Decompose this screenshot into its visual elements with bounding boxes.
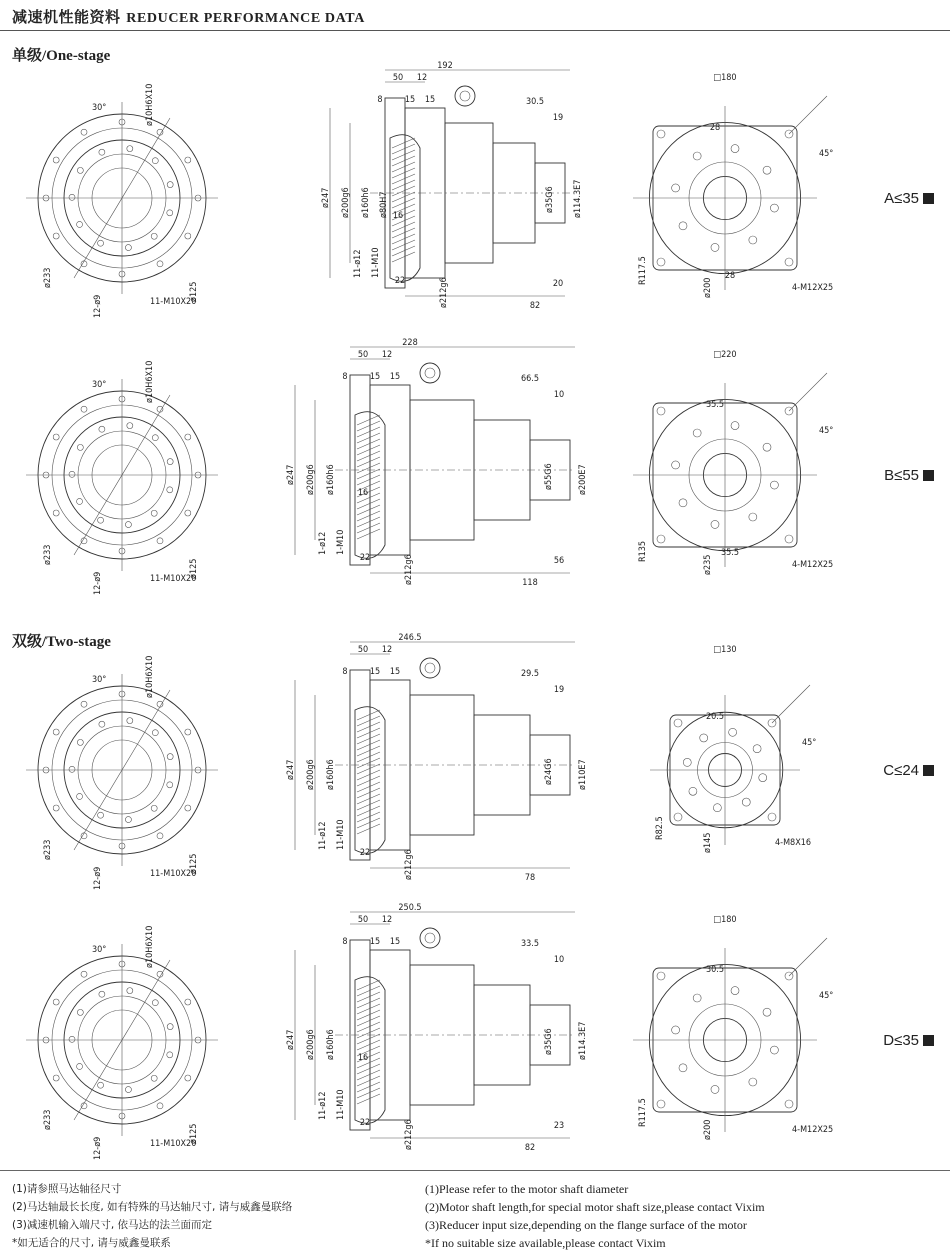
angle-label: 30° bbox=[92, 380, 107, 390]
reducer-drawing bbox=[0, 633, 870, 890]
note-en: (1)Please refer to the motor shaft diameter bbox=[425, 1182, 629, 1196]
dim-n: ø212g6 bbox=[439, 277, 449, 308]
end-radius-label: R135 bbox=[638, 540, 648, 562]
dim-l: 11-ø12 bbox=[353, 249, 363, 278]
dim-k: 16 bbox=[392, 211, 404, 221]
side-view bbox=[286, 338, 588, 588]
end-square-label: □130 bbox=[713, 645, 737, 655]
end-view bbox=[633, 915, 833, 1140]
notes-en bbox=[425, 1180, 765, 1252]
dim-f: 30.5 bbox=[525, 97, 545, 107]
square-marker-icon bbox=[923, 765, 934, 776]
dim-k: 16 bbox=[357, 488, 369, 498]
model-code bbox=[883, 1032, 934, 1049]
dim-q: ø160h6 bbox=[326, 464, 336, 495]
dim-total: 246.5 bbox=[398, 633, 422, 643]
dim-h: 78 bbox=[524, 873, 536, 883]
dim-m: 1-M10 bbox=[336, 529, 346, 555]
dim-a: 50 bbox=[392, 73, 404, 83]
small-diameter-label: ø125 bbox=[189, 1123, 199, 1144]
note-en: (3)Reducer input size,depending on the flange surface of the motor bbox=[425, 1218, 747, 1232]
end-dim-a: 30.5 bbox=[705, 965, 725, 975]
end-radius-label: R82.5 bbox=[655, 816, 665, 840]
flange-view bbox=[26, 656, 218, 890]
small-diameter-label: ø125 bbox=[189, 281, 199, 302]
dim-a: 50 bbox=[357, 645, 369, 655]
dim-q: ø160h6 bbox=[326, 759, 336, 790]
dim-g: 10 bbox=[553, 390, 565, 400]
header-divider bbox=[0, 30, 950, 31]
dim-i: 56 bbox=[553, 556, 565, 566]
angle-label: 30° bbox=[92, 945, 107, 955]
end-angle-label: 45° bbox=[802, 738, 817, 748]
note-cn: *如无适合的尺寸, 请与威鑫曼联系 bbox=[12, 1237, 171, 1249]
shaft-key-label: ø10H6X10 bbox=[145, 83, 155, 126]
dim-g: 19 bbox=[553, 685, 565, 695]
square-marker-icon bbox=[923, 193, 934, 204]
notes-cn bbox=[12, 1180, 292, 1252]
dim-s: ø35G6 bbox=[545, 186, 555, 213]
small-diameter-label: ø125 bbox=[189, 558, 199, 579]
hole-count-label: 12-ø9 bbox=[93, 571, 103, 595]
dim-h: 118 bbox=[522, 578, 538, 588]
dim-e: 15 bbox=[389, 372, 401, 382]
angle-label: 30° bbox=[92, 675, 107, 685]
dim-j: 22 bbox=[359, 848, 371, 858]
note-cn: (3)减速机输入端尺寸, 依马达的法兰面而定 bbox=[12, 1219, 213, 1231]
end-radius-label: R117.5 bbox=[638, 256, 648, 285]
reducer-row bbox=[0, 338, 950, 595]
dim-m: 11-M10 bbox=[371, 247, 381, 278]
reducer-drawing bbox=[0, 338, 870, 595]
dim-s: ø24G6 bbox=[544, 758, 554, 785]
dim-a: 50 bbox=[357, 350, 369, 360]
model-code bbox=[884, 190, 934, 207]
model-code-text: A≤35 bbox=[884, 190, 919, 207]
dim-m: 11-M10 bbox=[336, 819, 346, 850]
reducer-drawing bbox=[0, 903, 870, 1160]
shaft-key-label: ø10H6X10 bbox=[145, 655, 155, 698]
model-code-text: B≤55 bbox=[884, 467, 919, 484]
dim-o: ø247 bbox=[321, 187, 331, 208]
dim-d: 15 bbox=[369, 372, 381, 382]
end-angle-label: 45° bbox=[819, 991, 834, 1001]
dim-t: ø114.3E7 bbox=[578, 1021, 588, 1060]
dim-j: 22 bbox=[359, 553, 371, 563]
dim-b: 12 bbox=[381, 350, 393, 360]
dim-j: 22 bbox=[359, 1118, 371, 1128]
flange-view bbox=[26, 926, 218, 1160]
dim-g: 19 bbox=[552, 113, 564, 123]
dim-e: 15 bbox=[424, 95, 436, 105]
dim-h: 82 bbox=[524, 1143, 536, 1153]
dim-p: ø200g6 bbox=[306, 1029, 316, 1060]
side-view bbox=[286, 633, 588, 883]
end-holes-label: 4-M12X25 bbox=[792, 1125, 834, 1135]
section-label-two-stage: 双级/Two-stage bbox=[12, 634, 111, 650]
dim-e: 15 bbox=[389, 937, 401, 947]
end-dim-b: 35.5 bbox=[720, 548, 740, 558]
hole-count-label: 12-ø9 bbox=[93, 1136, 103, 1160]
reducer-row bbox=[0, 633, 950, 890]
outer-diameter-label: ø233 bbox=[43, 267, 53, 288]
section-label-one-stage: 单级/One-stage bbox=[12, 48, 111, 64]
end-holes-label: 4-M8X16 bbox=[775, 838, 812, 848]
dim-b: 12 bbox=[416, 73, 428, 83]
bolt-spec-label: 11-M10X20 bbox=[150, 1139, 197, 1149]
dim-s: ø55G6 bbox=[544, 463, 554, 490]
dim-c: 8 bbox=[342, 937, 348, 947]
dim-c: 8 bbox=[342, 667, 348, 677]
end-diameter-label: ø200 bbox=[703, 1119, 713, 1140]
end-dim-a: 20.5 bbox=[705, 712, 725, 722]
end-angle-label: 45° bbox=[819, 149, 834, 159]
dim-t: ø114.3E7 bbox=[573, 179, 583, 218]
end-diameter-label: ø235 bbox=[703, 554, 713, 575]
dim-a: 50 bbox=[357, 915, 369, 925]
note-en: (2)Motor shaft length,for special motor shaft size,please contact Vixim bbox=[425, 1200, 765, 1214]
header-title-en: REDUCER PERFORMANCE DATA bbox=[126, 11, 365, 26]
reducer-row bbox=[0, 61, 950, 318]
dim-n: ø212g6 bbox=[404, 849, 414, 880]
dim-f: 29.5 bbox=[520, 669, 540, 679]
dim-r: ø80H7 bbox=[379, 191, 389, 218]
header-title-cn: 减速机性能资料 bbox=[12, 8, 121, 26]
end-diameter-label: ø200 bbox=[703, 277, 713, 298]
model-code-text: C≤24 bbox=[883, 762, 919, 779]
dim-i: 23 bbox=[553, 1121, 565, 1131]
dim-b: 12 bbox=[381, 915, 393, 925]
shaft-key-label: ø10H6X10 bbox=[145, 360, 155, 403]
flange-view bbox=[26, 361, 218, 595]
bolt-spec-label: 11-M10X20 bbox=[150, 869, 197, 879]
outer-diameter-label: ø233 bbox=[43, 1109, 53, 1130]
dim-i: 20 bbox=[552, 279, 564, 289]
model-code bbox=[884, 467, 934, 484]
dim-o: ø247 bbox=[286, 1029, 296, 1050]
dim-p: ø200g6 bbox=[306, 464, 316, 495]
page-header bbox=[12, 6, 365, 27]
dim-m: 11-M10 bbox=[336, 1089, 346, 1120]
dim-q: ø160h6 bbox=[361, 187, 371, 218]
model-code bbox=[883, 762, 934, 779]
note-en: *If no suitable size available,please contact Vixim bbox=[425, 1236, 666, 1250]
dim-o: ø247 bbox=[286, 759, 296, 780]
end-square-label: □220 bbox=[713, 350, 737, 360]
end-angle-label: 45° bbox=[819, 426, 834, 436]
end-view bbox=[633, 73, 833, 298]
dim-total: 228 bbox=[402, 338, 418, 348]
note-cn: (2)马达轴最长长度, 如有特殊的马达轴尺寸, 请与威鑫曼联络 bbox=[12, 1201, 293, 1213]
dim-t: ø200E7 bbox=[578, 464, 588, 495]
end-view bbox=[650, 645, 816, 853]
square-marker-icon bbox=[923, 1035, 934, 1046]
dim-l: 11-ø12 bbox=[318, 821, 328, 850]
end-dim-b: 28 bbox=[724, 271, 736, 281]
dim-o: ø247 bbox=[286, 464, 296, 485]
end-diameter-label: ø145 bbox=[703, 832, 713, 853]
dim-l: 1-ø12 bbox=[318, 531, 328, 555]
note-cn: (1)请参照马达轴径尺寸 bbox=[12, 1183, 122, 1195]
bolt-spec-label: 11-M10X20 bbox=[150, 574, 197, 584]
dim-p: ø200g6 bbox=[306, 759, 316, 790]
flange-view bbox=[26, 84, 218, 318]
shaft-key-label: ø10H6X10 bbox=[145, 925, 155, 968]
small-diameter-label: ø125 bbox=[189, 853, 199, 874]
dim-d: 15 bbox=[369, 937, 381, 947]
dim-s: ø35G6 bbox=[544, 1028, 554, 1055]
dim-d: 15 bbox=[369, 667, 381, 677]
footer-divider bbox=[0, 1170, 950, 1171]
side-view bbox=[286, 903, 588, 1153]
dim-q: ø160h6 bbox=[326, 1029, 336, 1060]
dim-e: 15 bbox=[389, 667, 401, 677]
dim-j: 22 bbox=[394, 276, 406, 286]
dim-d: 15 bbox=[404, 95, 416, 105]
end-dim-a: 28 bbox=[709, 123, 721, 133]
dim-f: 33.5 bbox=[520, 939, 540, 949]
hole-count-label: 12-ø9 bbox=[93, 294, 103, 318]
end-square-label: □180 bbox=[713, 73, 737, 83]
hole-count-label: 12-ø9 bbox=[93, 866, 103, 890]
dim-h: 82 bbox=[529, 301, 541, 311]
end-radius-label: R117.5 bbox=[638, 1098, 648, 1127]
end-square-label: □180 bbox=[713, 915, 737, 925]
square-marker-icon bbox=[923, 470, 934, 481]
dim-k: 16 bbox=[357, 1053, 369, 1063]
end-holes-label: 4-M12X25 bbox=[792, 283, 834, 293]
model-code-text: D≤35 bbox=[883, 1032, 919, 1049]
end-holes-label: 4-M12X25 bbox=[792, 560, 834, 570]
dim-c: 8 bbox=[377, 95, 383, 105]
dim-n: ø212g6 bbox=[404, 1119, 414, 1150]
dim-total: 192 bbox=[437, 61, 453, 71]
dim-l: 11-ø12 bbox=[318, 1091, 328, 1120]
dim-c: 8 bbox=[342, 372, 348, 382]
dim-total: 250.5 bbox=[398, 903, 422, 913]
end-view bbox=[633, 350, 833, 575]
dim-p: ø200g6 bbox=[341, 187, 351, 218]
dim-f: 66.5 bbox=[520, 374, 540, 384]
reducer-row bbox=[0, 903, 950, 1160]
dim-n: ø212g6 bbox=[404, 554, 414, 585]
dim-g: 10 bbox=[553, 955, 565, 965]
side-view bbox=[321, 61, 583, 311]
dim-b: 12 bbox=[381, 645, 393, 655]
outer-diameter-label: ø233 bbox=[43, 839, 53, 860]
angle-label: 30° bbox=[92, 103, 107, 113]
end-dim-a: 35.5 bbox=[705, 400, 725, 410]
bolt-spec-label: 11-M10X20 bbox=[150, 297, 197, 307]
outer-diameter-label: ø233 bbox=[43, 544, 53, 565]
dim-t: ø110E7 bbox=[578, 759, 588, 790]
reducer-drawing bbox=[0, 61, 870, 318]
